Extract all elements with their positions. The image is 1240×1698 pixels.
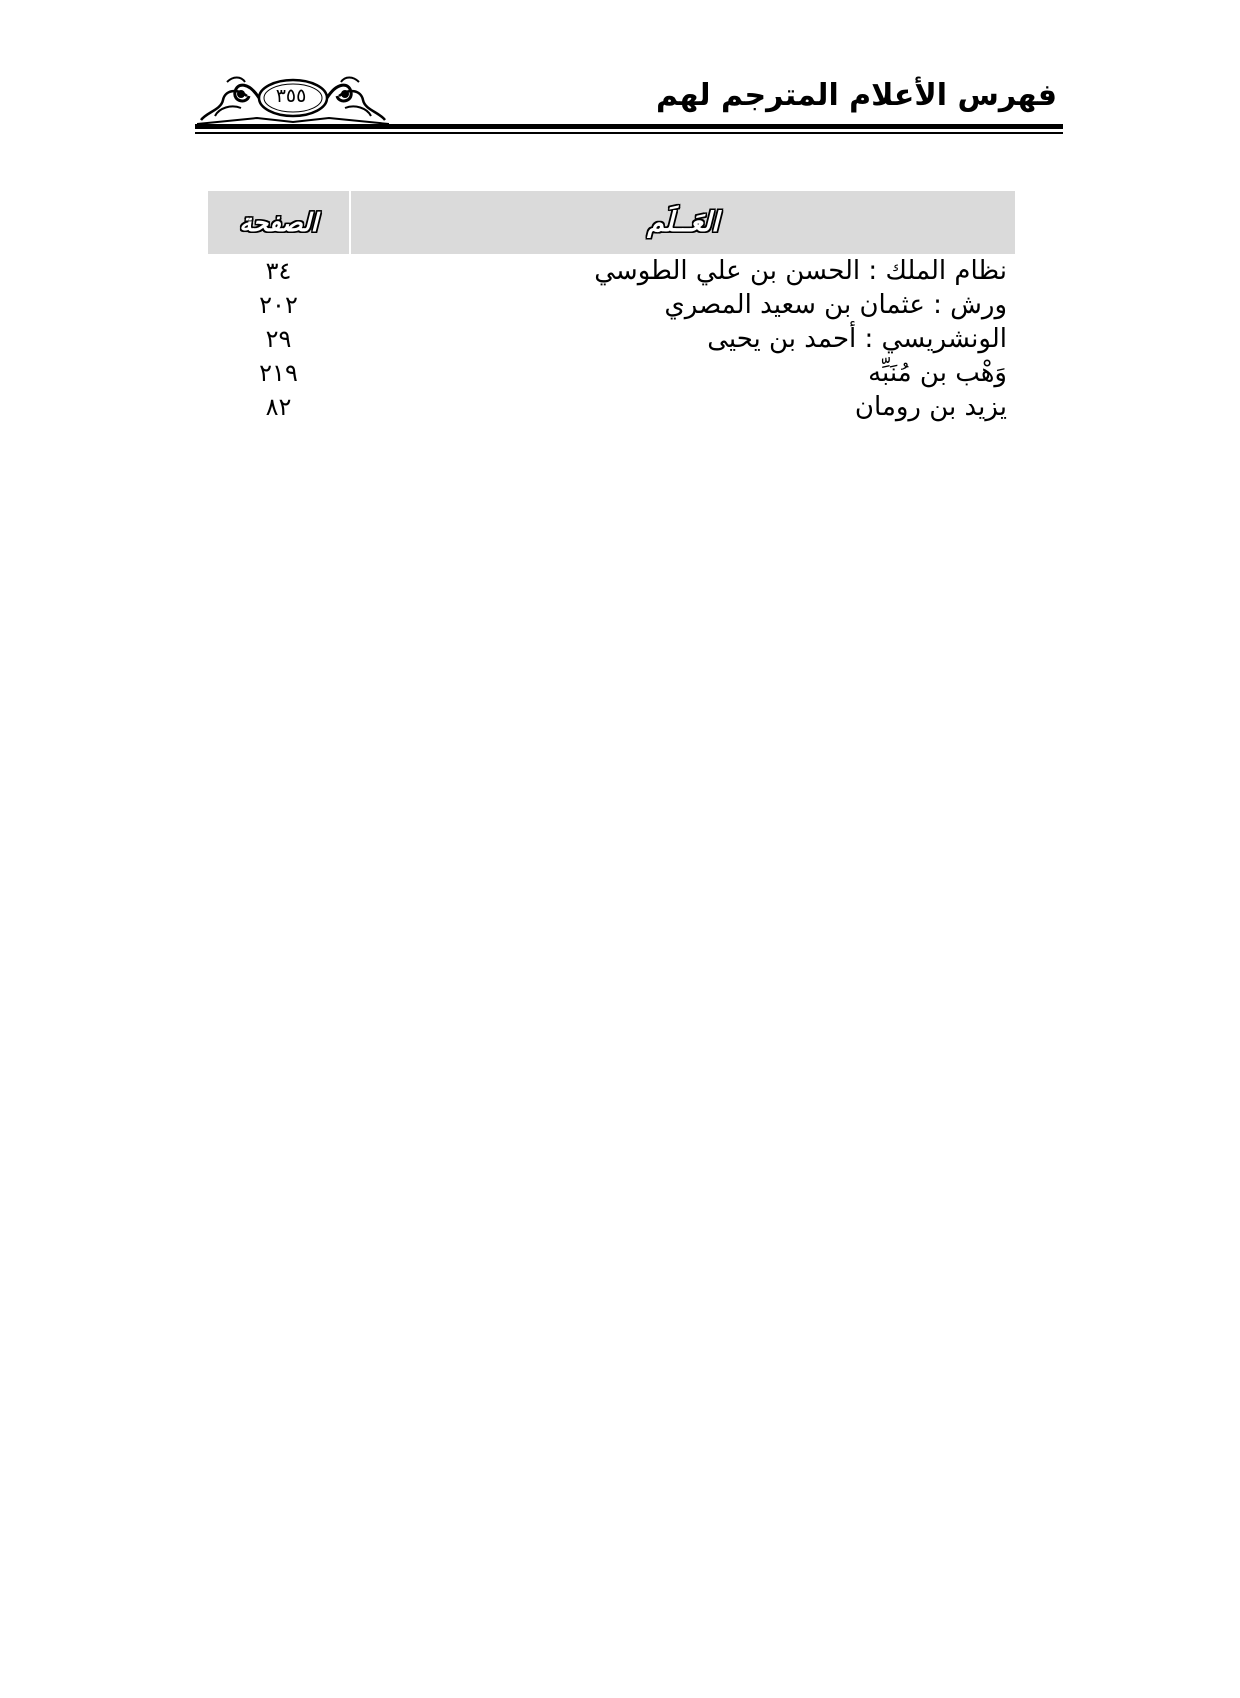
entry-page: ٢٩ [265,325,292,353]
column-divider [349,191,351,254]
column-header-page: الصفحة [239,208,318,237]
column-header-name: العَــلَم [647,207,719,238]
entry-name: الونشريسي : أحمد بن يحيى [707,324,1007,354]
page-number: ٣٥٥ [275,85,307,107]
running-title: فهرس الأعلام المترجم لهم [655,78,1057,113]
entry-page: ٨٢ [265,393,292,421]
table-header [208,191,1015,254]
header-rule-thick [195,124,1063,129]
running-header [195,62,1063,137]
entry-page: ٣٤ [265,257,292,285]
table-body [208,254,1015,424]
entry-page: ٢١٩ [259,359,298,387]
table-row [208,288,1015,322]
entry-name: وَهْب بن مُنَبِّه [868,358,1007,388]
table-row [208,390,1015,424]
entry-page: ٢٠٢ [259,291,298,319]
table-row [208,254,1015,288]
entry-name: نظام الملك : الحسن بن علي الطوسي [594,256,1007,286]
entry-name: ورش : عثمان بن سعيد المصري [664,290,1007,320]
header-rule-thin [195,132,1063,134]
entry-name: يزيد بن رومان [854,392,1007,422]
index-table [208,191,1015,424]
table-row [208,356,1015,390]
table-row [208,322,1015,356]
